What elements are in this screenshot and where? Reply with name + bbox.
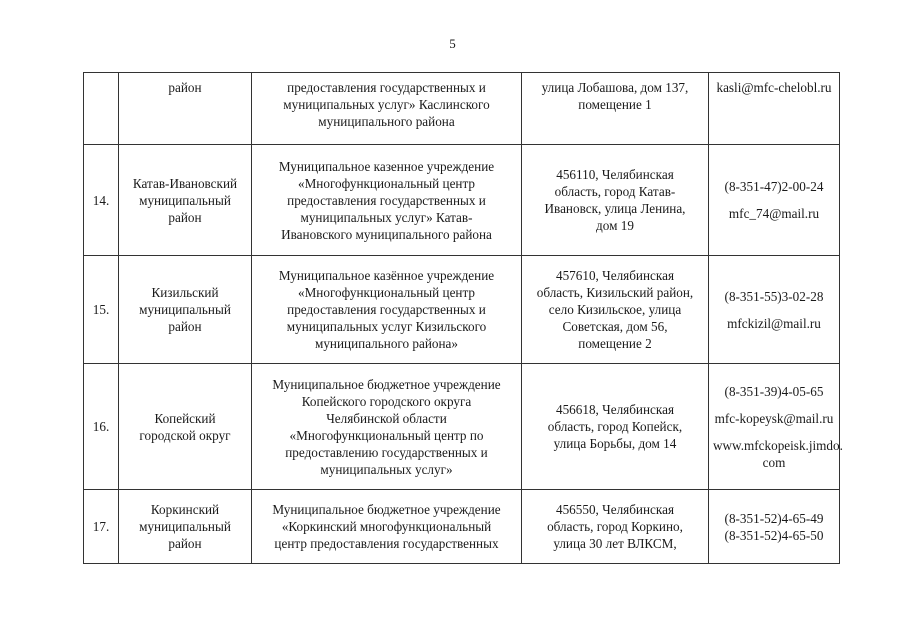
email: mfc_74@mail.ru	[728, 206, 820, 221]
email: mfckizil@mail.ru	[727, 315, 821, 331]
organization-cell: предоставления государственных и муниципальных услуг» Каслинского муниципального района	[252, 73, 522, 145]
email: mfc-kopeysk@mail.ru	[714, 410, 834, 426]
row-number: 17.	[84, 490, 119, 564]
organization-cell: Муниципальное бюджетное учреждение «Коркинский многофункциональный центр предоставления государственных	[252, 490, 522, 564]
district-cell: Катав-Ивановский муниципальный район	[119, 145, 252, 256]
phone: (8-351-55)3-02-28	[724, 288, 824, 304]
row-number: 15.	[84, 256, 119, 364]
contacts-cell	[709, 256, 840, 364]
row-number	[84, 73, 119, 145]
row-number: 14.	[84, 145, 119, 256]
table-row	[84, 145, 840, 256]
row-number: 16.	[84, 364, 119, 490]
organization-cell: Муниципальное казенное учреждение «Многофункциональный центр предоставления государственных и муниципальных услуг» Катав- Ивановского муниципального района	[252, 145, 522, 256]
table-row	[84, 73, 840, 145]
address-cell: 456550, Челябинская область, город Коркино, улица 30 лет ВЛКСМ,	[522, 490, 709, 564]
mfc-table	[83, 72, 843, 564]
address-cell: улица Лобашова, дом 137, помещение 1	[522, 73, 709, 145]
organization-cell: Муниципальное казённое учреждение «Многофункциональный центр предоставления государственных и муниципальных услуг Кизильского муниципального района»	[252, 256, 522, 364]
phone: (8-351-39)4-05-65	[724, 383, 824, 399]
address-cell: 456618, Челябинская область, город Копейск, улица Борьбы, дом 14	[522, 364, 709, 490]
website-continuation: com	[762, 454, 786, 470]
district-cell: Кизильский муниципальный район	[119, 256, 252, 364]
contacts-cell	[709, 490, 840, 564]
phone: (8-351-52)4-65-50	[724, 527, 824, 543]
table-row	[84, 256, 840, 364]
email: kasli@mfc-chelobl.ru	[716, 80, 832, 95]
contacts-cell	[709, 145, 840, 256]
table-row	[84, 364, 840, 490]
organization-cell: Муниципальное бюджетное учреждение Копейского городского округа Челябинской области «Многофункциональный центр по предоставлению государственных и муниципальных услуг»	[252, 364, 522, 490]
website: www.mfckopeisk.jimdo.	[713, 437, 843, 453]
contacts-cell	[709, 73, 840, 145]
district-cell: Коркинский муниципальный район	[119, 490, 252, 564]
phone: (8-351-52)4-65-49	[724, 510, 824, 526]
phone: (8-351-47)2-00-24	[724, 179, 824, 194]
district-cell: район	[119, 73, 252, 145]
address-cell: 457610, Челябинская область, Кизильский район, село Кизильское, улица Советская, дом 56, помещение 2	[522, 256, 709, 364]
district-cell: Копейский городской округ	[119, 364, 252, 490]
table-row	[84, 490, 840, 564]
contacts-cell	[709, 364, 843, 490]
address-cell: 456110, Челябинская область, город Катав- Ивановск, улица Ленина, дом 19	[522, 145, 709, 256]
page-number: 5	[449, 36, 456, 51]
